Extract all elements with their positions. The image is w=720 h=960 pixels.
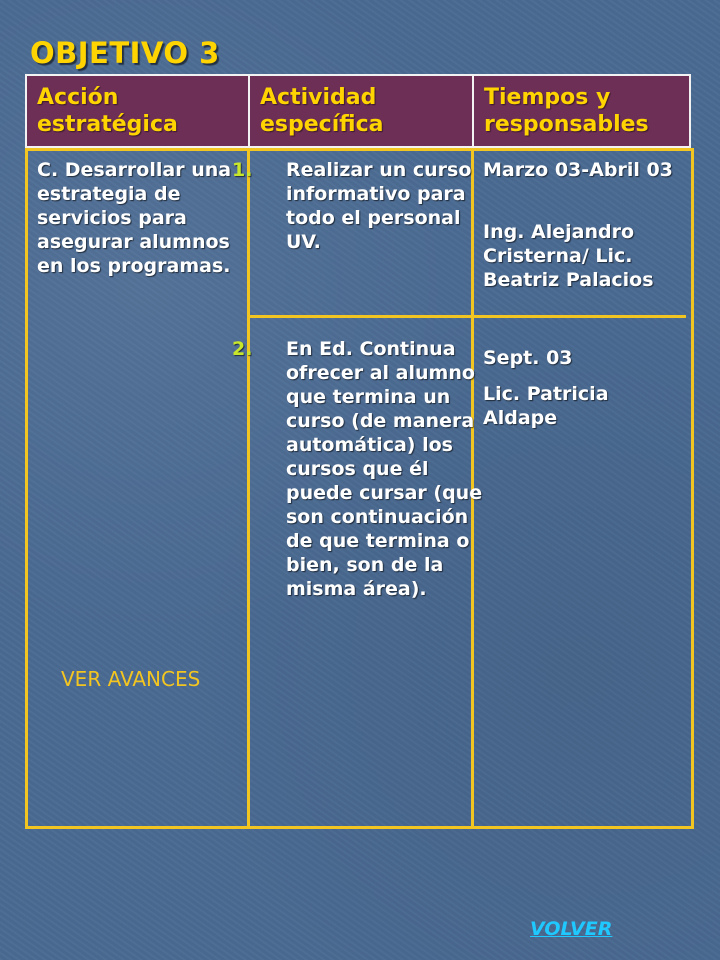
volver-link[interactable]: VOLVER [530, 918, 613, 940]
actividad-2-text: En Ed. Continua ofrecer al alumno que termina un curso (de manera automática) los cursos que él puede cursar (que son continuación de que termina o bien, son de la misma área). [286, 338, 483, 600]
actividad-1 [232, 158, 486, 254]
tiempo-1-responsable: Ing. Alejandro Cristerna/ Lic. Beatriz Palacios [483, 221, 654, 291]
header-tiempos: Tiempos y responsables [484, 85, 649, 137]
accion-cell: C. Desarrollar una estrategia de servicios para asegurar alumnos en los programas. [37, 159, 232, 277]
actividad-2 [232, 337, 501, 601]
actividad-1-number: 1. [232, 159, 253, 181]
ver-avances-link[interactable]: VER AVANCES [61, 667, 201, 691]
tiempo-2-responsable: Lic. Patricia Aldape [483, 383, 609, 429]
header-accion: Acción estratégica [27, 76, 250, 146]
tiempo-2-fecha: Sept. 03 [483, 347, 573, 369]
row-divider [250, 315, 686, 318]
actividad-1-text: Realizar un curso informativo para todo el personal UV. [286, 159, 472, 253]
table-header [25, 74, 691, 148]
page-title: OBJETIVO 3 [30, 36, 220, 70]
tiempo-1-fecha: Marzo 03-Abril 03 [483, 159, 673, 181]
actividad-2-number: 2. [232, 338, 253, 360]
column-divider [247, 148, 250, 829]
header-actividad: Actividad específica [250, 76, 474, 146]
